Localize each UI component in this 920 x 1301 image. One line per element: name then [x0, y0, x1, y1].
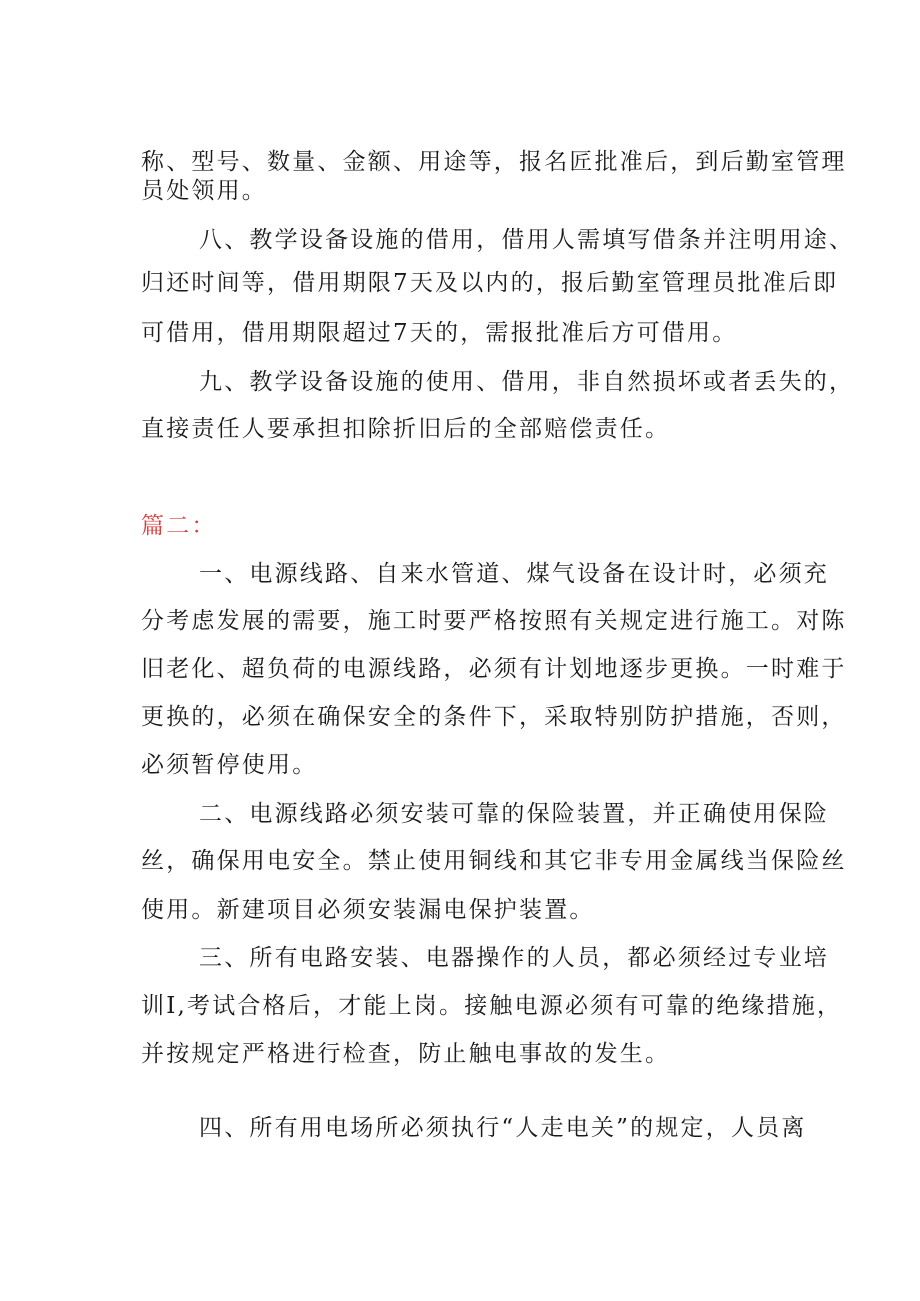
text-line: 归还时间等，借用期限7天及以内的，报后勤室管理员批准后即	[141, 270, 839, 296]
text-line: 员处领用。	[141, 178, 267, 204]
section-heading: 篇二：	[141, 513, 217, 539]
paragraph-9-start: 九、教学设备设施的使用、借用，非自然损坏或者丢失的，	[199, 369, 855, 395]
paragraph-4-start: 四、所有用电场所必须执行“人走电关”的规定，人员离	[199, 1115, 807, 1141]
text-line: 更换的，必须在确保安全的条件下，采取特别防护措施，否则，	[141, 704, 847, 730]
paragraph-3-start: 三、所有电路安装、电器操作的人员，都必须经过专业培	[199, 945, 829, 971]
paragraph-2-start: 二、电源线路必须安装可靠的保险装置，并正确使用保险	[199, 801, 829, 827]
paragraph-1-start: 一、电源线路、自来水管道、煤气设备在设计时，必须充	[199, 561, 829, 587]
text-line: 丝，确保用电安全。禁止使用铜线和其它非专用金属线当保险丝	[141, 848, 847, 874]
text-line: 必须暂停使用。	[141, 752, 318, 778]
text-line: 直接责任人要承担扣除折旧后的全部赔偿责任。	[141, 416, 671, 442]
text-line: 可借用，借用期限超过7天的，需报批准后方可借用。	[141, 320, 738, 346]
text-line: 使用。新建项目必须安装漏电保护装置。	[141, 897, 595, 923]
text-line: 训I,考试合格后，才能上岗。接触电源必须有可靠的绝缘措施，	[141, 993, 843, 1019]
text-line: 称、型号、数量、金额、用途等，报名匠批准后，到后勤室管理	[141, 149, 847, 175]
text-line: 并按规定严格进行检查，防止触电事故的发生。	[141, 1041, 671, 1067]
text-line: 旧老化、超负荷的电源线路，必须有计划地逐步更换。一时难于	[141, 656, 847, 682]
paragraph-8-start: 八、教学设备设施的借用，借用人需填写借条并注明用途、	[199, 227, 855, 253]
text-line: 分考虑发展的需要，施工时要严格按照有关规定进行施工。对陈	[141, 608, 847, 634]
